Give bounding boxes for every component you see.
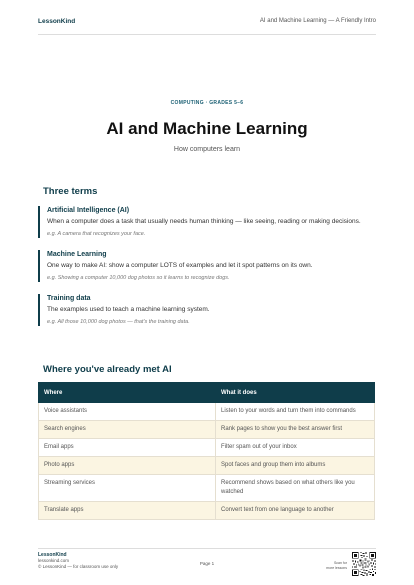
scan-caption-line: more lessons	[326, 565, 347, 570]
page-title: AI and Machine Learning	[106, 119, 308, 138]
page-number: Page 1	[199, 561, 215, 566]
term-name: Artificial Intelligence (AI)	[47, 207, 130, 214]
qr-code-icon	[352, 552, 376, 576]
term-card-ai	[38, 206, 376, 238]
terms-heading: Three terms	[43, 186, 98, 197]
footer-copyright: © LessonKind — for classroom use only	[38, 564, 119, 569]
table-row	[39, 502, 375, 520]
table-cell: Spot faces and group them into albums	[216, 457, 375, 475]
page-subtitle: How computers learn	[173, 146, 241, 153]
table-cell: Recommend shows based on what others like you watched	[216, 475, 375, 502]
term-example: e.g. All those 10,000 dog photos — that's the training data.	[47, 319, 190, 325]
table-cell: Photo apps	[39, 457, 216, 475]
table-cell: Listen to your words and turn them into commands	[216, 403, 375, 421]
table-cell: Voice assistants	[39, 403, 216, 421]
term-definition: One way to make AI: show a computer LOTS of examples and let it spot patterns on its own.	[47, 262, 313, 269]
uses-heading: Where you've already met AI	[43, 364, 172, 375]
term-card-training-data	[38, 294, 376, 326]
term-example: e.g. Showing a computer 10,000 dog photos so it learns to recognize dogs.	[47, 275, 230, 281]
column-header-where: Where	[39, 383, 216, 403]
term-card-machine-learning	[38, 250, 376, 282]
table-cell: Filter spam out of your inbox	[216, 439, 375, 457]
table-cell: Search engines	[39, 421, 216, 439]
table-row	[39, 421, 375, 439]
table-row	[39, 475, 375, 502]
table-row	[39, 403, 375, 421]
term-name: Machine Learning	[47, 251, 107, 258]
table-row	[39, 439, 375, 457]
table-cell: Convert text from one language to another	[216, 502, 375, 520]
term-definition: The examples used to teach a machine learning system.	[47, 306, 210, 313]
table-cell: Streaming services	[39, 475, 216, 502]
table-cell: Email apps	[39, 439, 216, 457]
column-header-what: What it does	[216, 383, 375, 403]
footer-site: lessonkind.com	[38, 558, 70, 563]
footer-brand: LessonKind	[38, 552, 67, 558]
terms-list	[38, 206, 376, 338]
term-example: e.g. A camera that recognizes your face.	[47, 231, 146, 237]
scan-caption-line: Scan for	[333, 561, 347, 565]
table-row	[39, 457, 375, 475]
page-footer	[38, 548, 376, 577]
table-cell: Translate apps	[39, 502, 216, 520]
table-header-row	[39, 383, 375, 403]
ai-uses-table	[38, 382, 375, 520]
header-brand: LessonKind	[38, 17, 76, 25]
page-header	[38, 14, 376, 35]
term-definition: When a computer does a task that usually needs human thinking — like seeing, reading or making decisions.	[47, 218, 361, 225]
eyebrow-label: COMPUTING · GRADES 5–6	[170, 100, 244, 106]
table-cell: Rank pages to show you the best answer first	[216, 421, 375, 439]
term-name: Training data	[47, 295, 91, 302]
scan-caption	[326, 561, 347, 570]
header-doc-title: AI and Machine Learning — A Friendly Intro	[259, 18, 376, 24]
